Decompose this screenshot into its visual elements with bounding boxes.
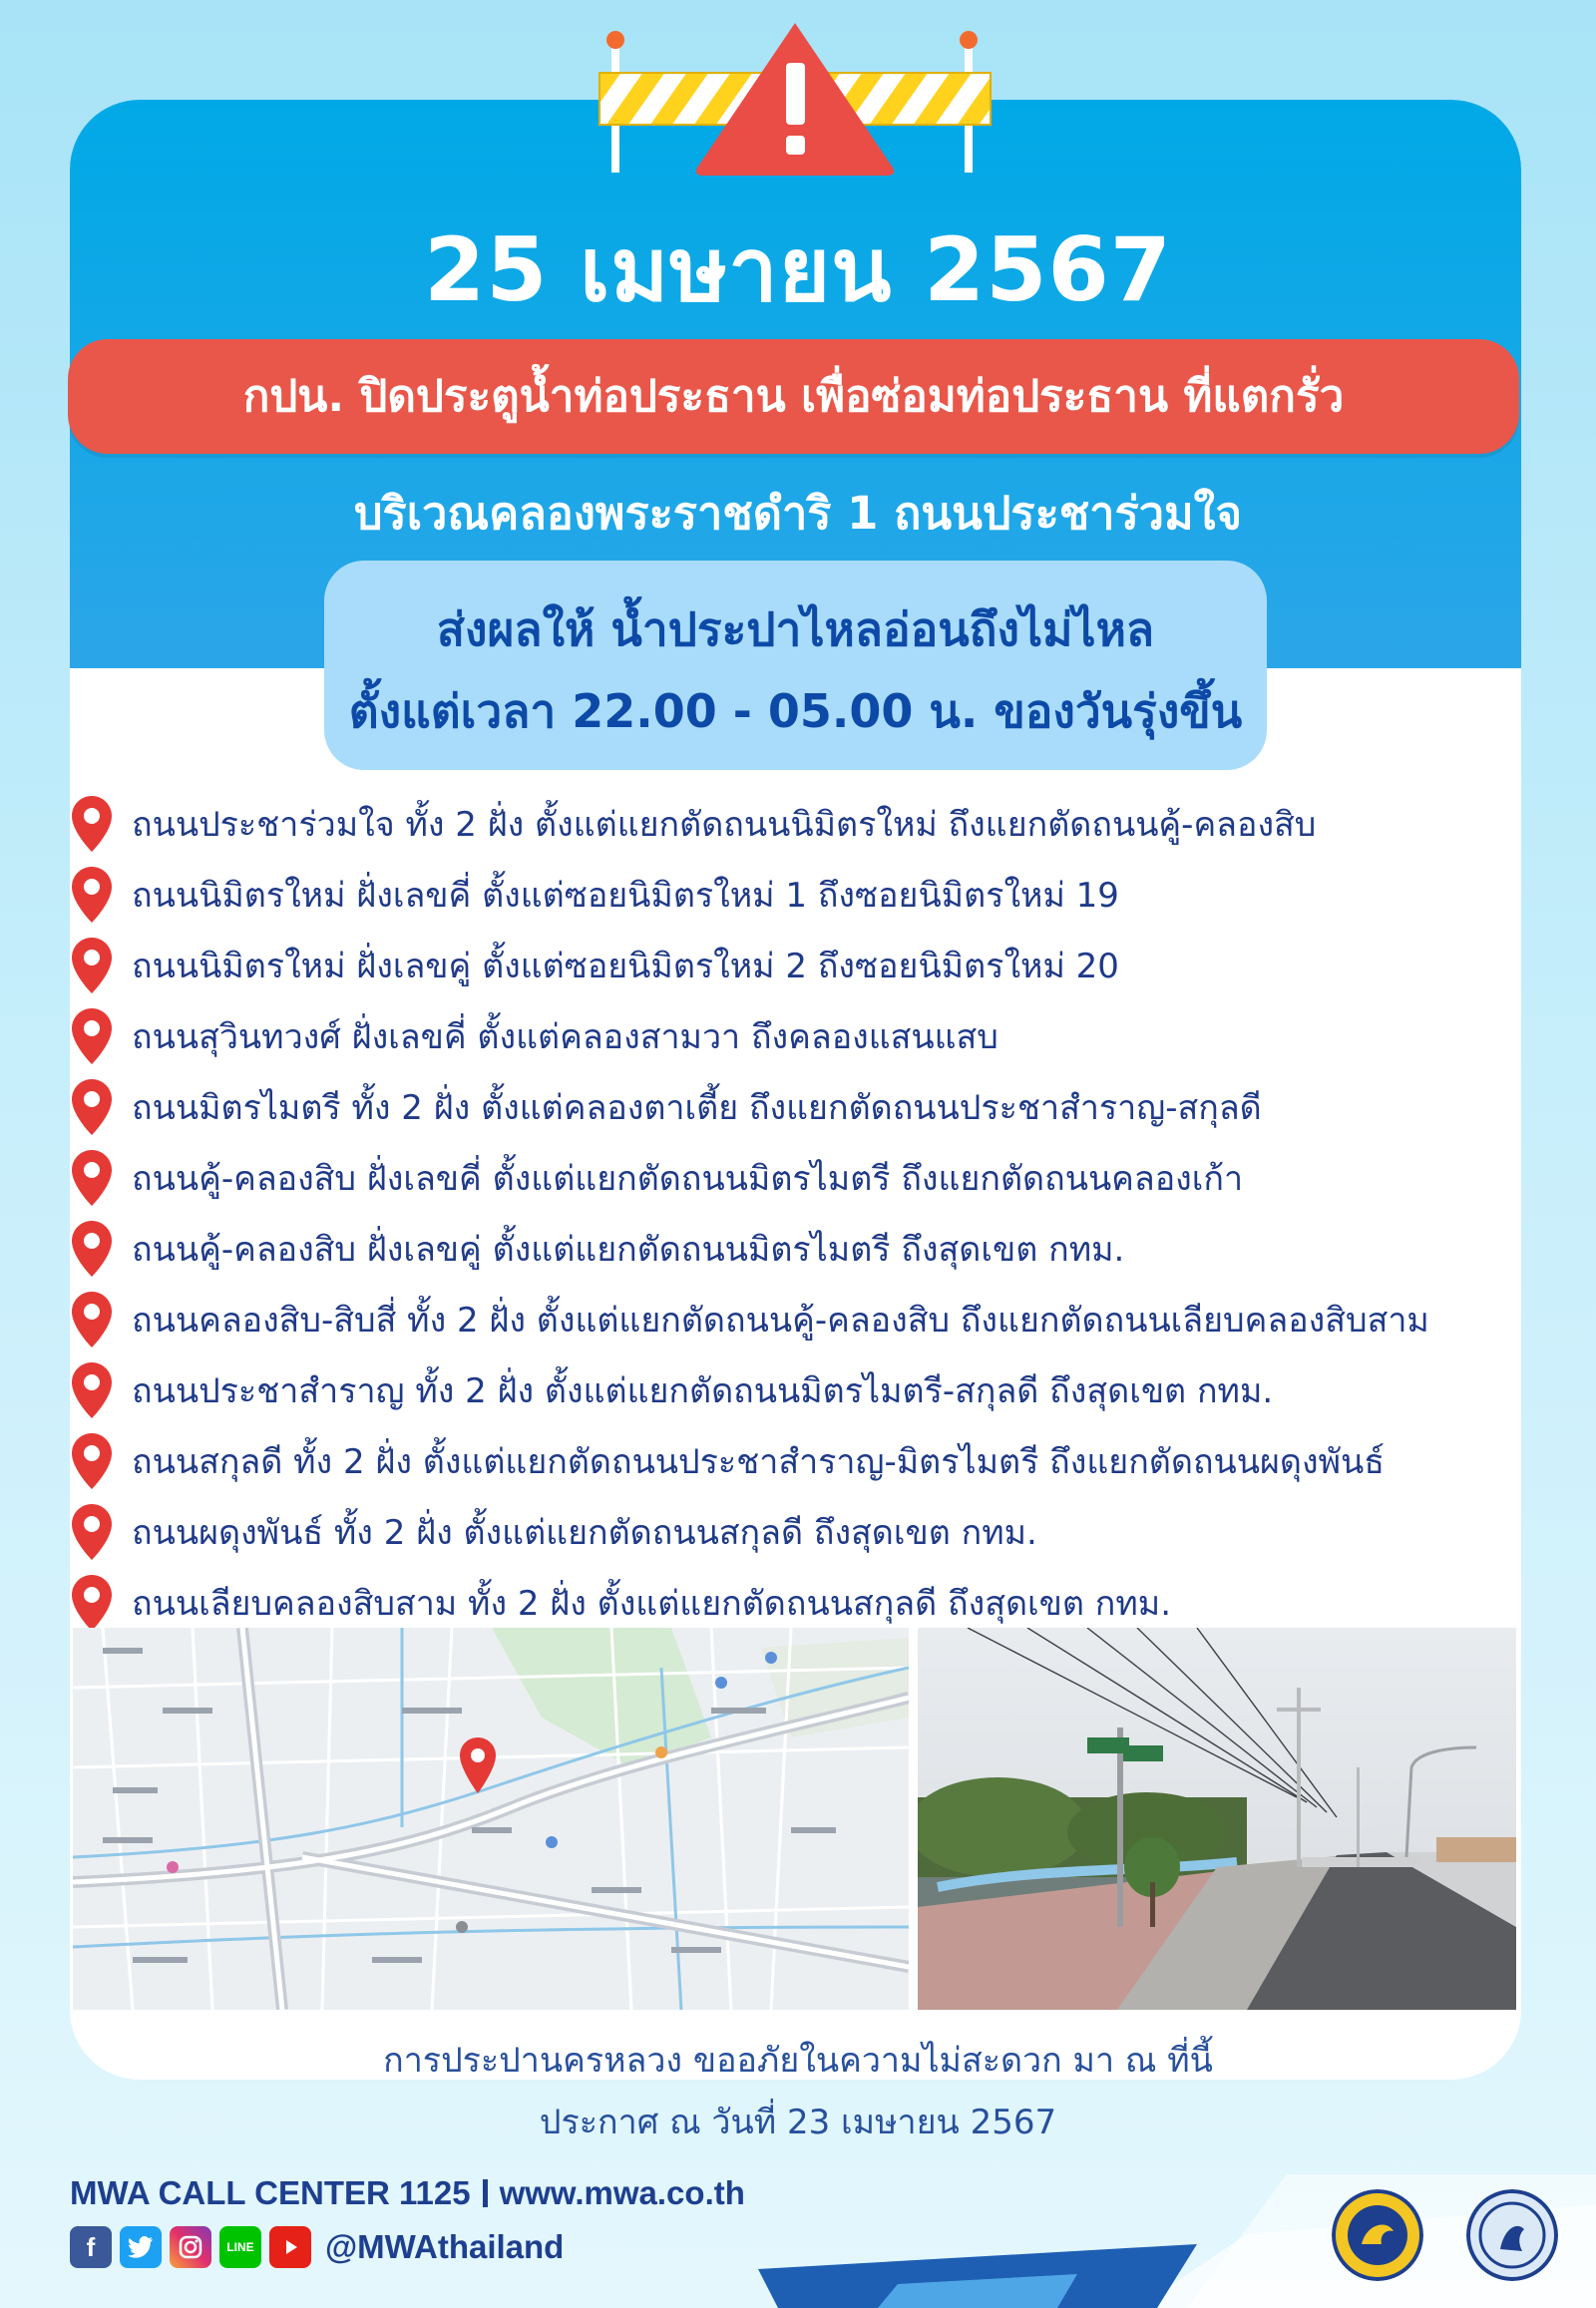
- mwa-seal-logo: [1466, 2189, 1558, 2281]
- contact-line: [70, 2174, 745, 2212]
- announcement-date: ประกาศ ณ วันที่ 23 เมษายน 2567: [539, 2103, 1057, 2142]
- line-icon[interactable]: LINE: [219, 2226, 261, 2268]
- list-item: [70, 1354, 1536, 1425]
- instagram-icon[interactable]: [170, 2226, 211, 2268]
- area-text: ถนนมิตรไมตรี ทั้ง 2 ฝั่ง ตั้งแต่คลองตาเตี้ย ถึงแยกตัดถนนประชาสำราญ-สกุลดี: [132, 1087, 1262, 1128]
- affected-areas-list: [70, 788, 1536, 1638]
- list-item: [70, 1000, 1536, 1071]
- apology-text: การประปานครหลวง ขออภัยในความไม่สะดวก มา ณ ที่นี้: [383, 2041, 1213, 2081]
- area-map: [73, 1628, 909, 2010]
- list-item: [70, 1213, 1536, 1284]
- warning-barrier-icon: [594, 18, 998, 178]
- effect-line-2: ตั้งแต่เวลา 22.00 - 05.00 น. ของวันรุ่งขึ้น: [348, 684, 1243, 738]
- location-pin-icon: [70, 1502, 114, 1562]
- location-pin-icon: [70, 936, 114, 995]
- footer-note: [0, 2030, 1596, 2153]
- location-pin-icon: [70, 794, 114, 854]
- location-pin-icon: [70, 1006, 114, 1066]
- location-pin-icon: [70, 1431, 114, 1491]
- twitter-icon[interactable]: [120, 2226, 162, 2268]
- area-text: ถนนคู้-คลองสิบ ฝั่งเลขคู่ ตั้งแต่แยกตัดถนนมิตรไมตรี ถึงสุดเขต กทม.: [132, 1229, 1125, 1270]
- location-pin-icon: [70, 1573, 114, 1633]
- list-item: [70, 788, 1536, 859]
- location-subtitle: บริเวณคลองพระราชดำริ 1 ถนนประชาร่วมใจ: [353, 487, 1243, 540]
- location-pin-icon: [70, 1290, 114, 1349]
- list-item: [70, 930, 1536, 1000]
- area-text: ถนนคลองสิบ-สิบสี่ ทั้ง 2 ฝั่ง ตั้งแต่แยกตัดถนนคู้-คลองสิบ ถึงแยกตัดถนนเลียบคลองสิบสาม: [132, 1300, 1429, 1341]
- location-pin-icon: [70, 1148, 114, 1208]
- facebook-icon[interactable]: f: [70, 2226, 112, 2268]
- list-item: [70, 1284, 1536, 1354]
- list-item: [70, 1071, 1536, 1142]
- area-text: ถนนนิมิตรใหม่ ฝั่งเลขคี่ ตั้งแต่ซอยนิมิตรใหม่ 1 ถึงซอยนิมิตรใหม่ 19: [132, 875, 1119, 916]
- social-handle[interactable]: @MWAthailand: [325, 2228, 565, 2265]
- closure-banner: กปน. ปิดประตูน้ำท่อประธาน เพื่อซ่อมท่อประธาน ที่แตกรั่ว: [68, 339, 1519, 454]
- location-pin-icon: [70, 865, 114, 925]
- area-text: ถนนคู้-คลองสิบ ฝั่งเลขคี่ ตั้งแต่แยกตัดถนนมิตรไมตรี ถึงแยกตัดถนนคลองเก้า: [132, 1158, 1244, 1199]
- website-link[interactable]: www.mwa.co.th: [499, 2174, 745, 2211]
- street-photo: [918, 1628, 1516, 2010]
- list-item: [70, 859, 1536, 930]
- area-text: ถนนประชาสำราญ ทั้ง 2 ฝั่ง ตั้งแต่แยกตัดถนนมิตรไมตรี-สกุลดี ถึงสุดเขต กทม.: [132, 1370, 1274, 1411]
- area-text: ถนนเลียบคลองสิบสาม ทั้ง 2 ฝั่ง ตั้งแต่แยกตัดถนนสกุลดี ถึงสุดเขต กทม.: [132, 1583, 1171, 1624]
- location-pin-icon: [70, 1077, 114, 1137]
- effect-notice-box: [324, 561, 1267, 770]
- map-graphic: [73, 1628, 909, 2010]
- area-text: ถนนนิมิตรใหม่ ฝั่งเลขคู่ ตั้งแต่ซอยนิมิตรใหม่ 2 ถึงซอยนิมิตรใหม่ 20: [132, 946, 1119, 986]
- list-item: [70, 1425, 1536, 1496]
- youtube-icon[interactable]: [269, 2226, 311, 2268]
- social-bar: [70, 2226, 564, 2268]
- page-title-date: 25 เมษายน 2567: [424, 218, 1172, 321]
- effect-line-1: ส่งผลให้ น้ำประปาไหลอ่อนถึงไม่ไหล: [436, 602, 1155, 656]
- area-text: ถนนสกุลดี ทั้ง 2 ฝั่ง ตั้งแต่แยกตัดถนนประชาสำราญ-มิตรไมตรี ถึงแยกตัดถนนผดุงพันธ์: [132, 1441, 1386, 1482]
- mwa-emblem-logo: [1332, 2189, 1423, 2281]
- list-item: [70, 1496, 1536, 1567]
- location-pin-icon: [70, 1360, 114, 1420]
- area-text: ถนนผดุงพันธ์ ทั้ง 2 ฝั่ง ตั้งแต่แยกตัดถนนสกุลดี ถึงสุดเขต กทม.: [132, 1512, 1037, 1553]
- call-center-text: MWA CALL CENTER 1125: [70, 2174, 471, 2211]
- area-text: ถนนประชาร่วมใจ ทั้ง 2 ฝั่ง ตั้งแต่แยกตัดถนนนิมิตรใหม่ ถึงแยกตัดถนนคู้-คลองสิบ: [132, 804, 1317, 845]
- list-item: [70, 1142, 1536, 1213]
- area-text: ถนนสุวินทวงศ์ ฝั่งเลขคี่ ตั้งแต่คลองสามวา ถึงคลองแสนแสบ: [132, 1016, 998, 1057]
- separator: [483, 2179, 488, 2207]
- street-photo-graphic: [918, 1628, 1516, 2010]
- location-pin-icon: [70, 1219, 114, 1279]
